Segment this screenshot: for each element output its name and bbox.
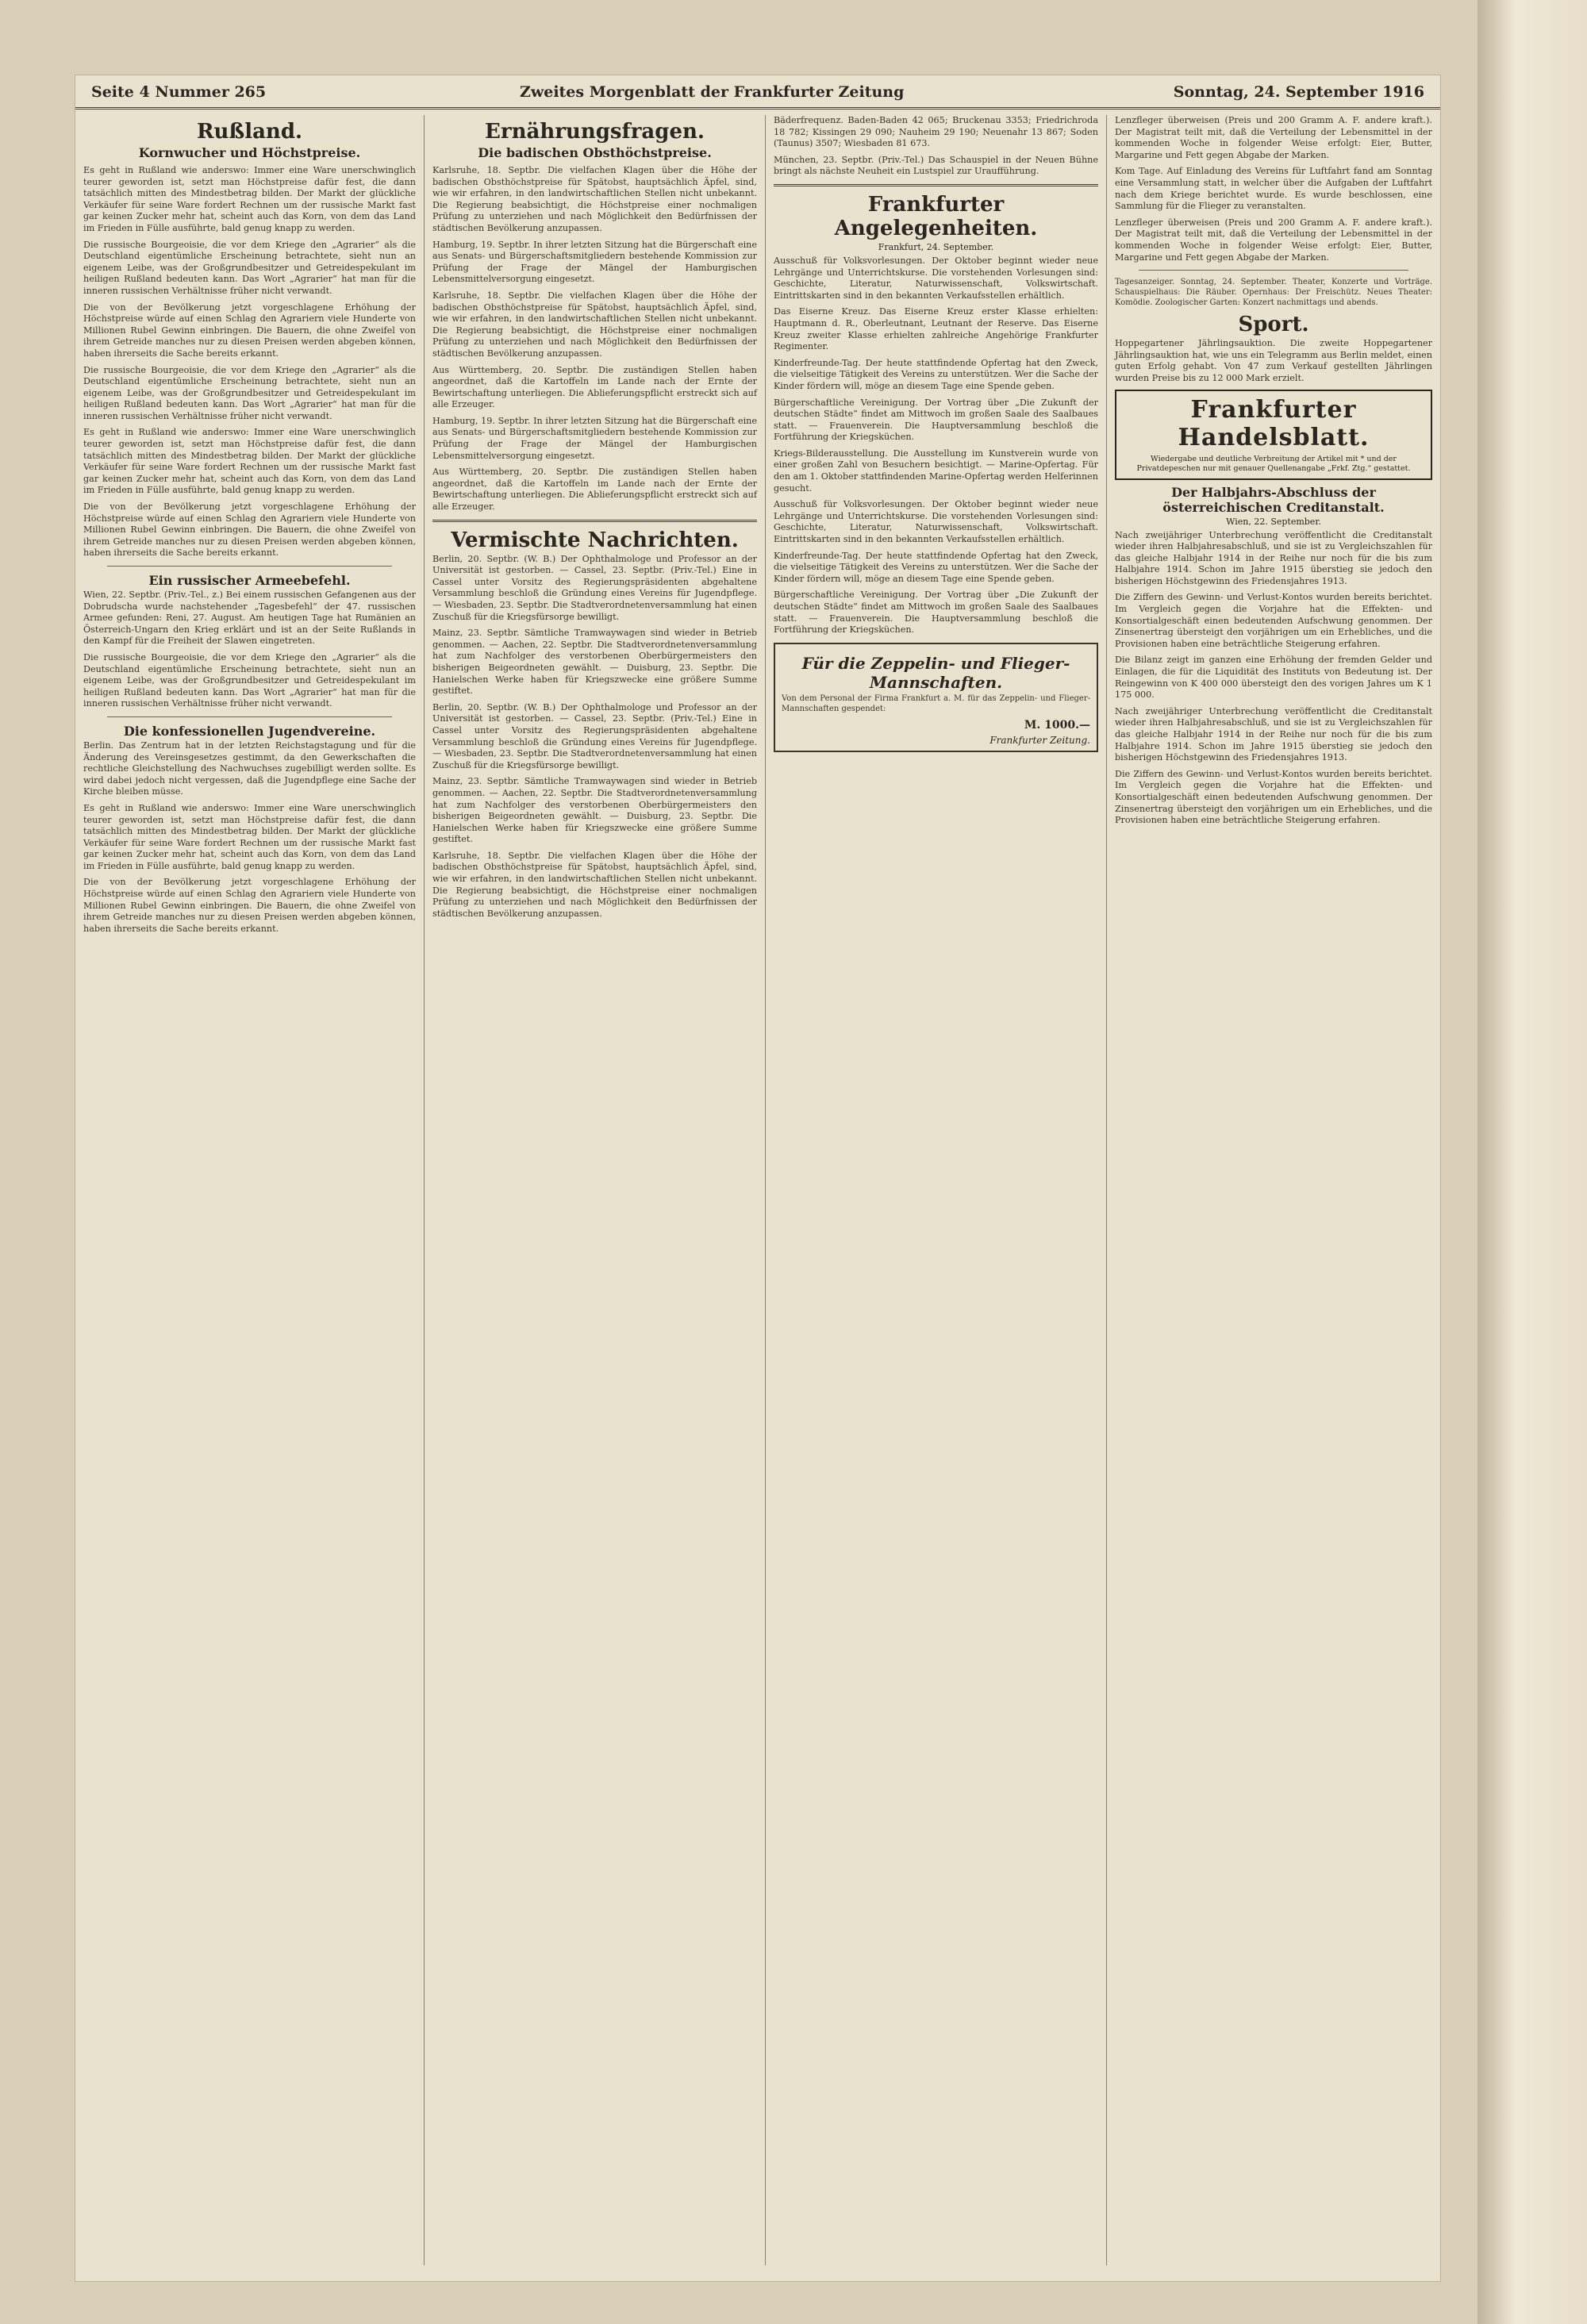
- column-1: [75, 115, 425, 2265]
- article-paragraph: Bürgerschaftliche Vereinigung. Der Vortrag über „Die Zukunft der deutschen Städte“ findet am Mittwoch im großen Saale des Saalbaues statt. — Frauenverein. Die Hauptversammlung beschloß die Fortführung der Kriegsküchen.: [774, 397, 1098, 443]
- article-paragraph: Hamburg, 19. Septbr. In ihrer letzten Sitzung hat die Bürgerschaft eine aus Senats- und Bürgerschaftsmitgliedern bestehende Kommission zur Prüfung der Frage der Mängel der Hamburgischen Lebensmittelversorgung eingesetzt.: [432, 415, 757, 461]
- article-paragraph: Lenzfleger überweisen (Preis und 200 Gramm A. F. andere kraft.). Der Magistrat teilt mit, daß die Verteilung der Lebensmittel in der kommenden Woche in folgender Weise erfolgt: Eier, Butter, Margarine und Fett gegen Abgabe der Marken.: [1115, 217, 1432, 263]
- article-paragraph: Die russische Bourgeoisie, die vor dem Kriege den „Agrarier“ als die Deutschland eigentümliche Erscheinung betrachtete, sieht nun an eigenem Leibe, was der Großgrundbesitzer und Getreidespekulant im heiligen Rußland bedeuten kann. Das Wort „Agrarier“ hat man für die inneren russischen Verhältnisse früher nicht verwandt.: [83, 239, 416, 296]
- article-paragraph: Karlsruhe, 18. Septbr. Die vielfachen Klagen über die Höhe der badischen Obsthöchstpreise für Spätobst, hauptsächlich Äpfel, sind, wie wir erfahren, in den landwirtschaftlichen Stellen nicht unbekannt. Die Regierung beabsichtigt, die Höchstpreise einer nochmaligen Prüfung zu unterziehen und nach Möglichkeit den Bedürfnissen der städtischen Bevölkerung anzupassen.: [432, 165, 757, 233]
- article-paragraph: Ausschuß für Volksvorlesungen. Der Oktober beginnt wieder neue Lehrgänge und Unterrichtskurse. Die vorstehenden Vorlesungen sind: Geschichte, Literatur, Naturwissenschaft, Volkswirtschaft. Eintrittskarten sind in den bekannten Verkaufsstellen erhältlich.: [774, 499, 1098, 545]
- article-paragraph: Die von der Bevölkerung jetzt vorgeschlagene Erhöhung der Höchstpreise würde auf einen Schlag den Agrariern viele Hunderte von Millionen Rubel Gewinn einbringen. Die Bauern, die ohne Zweifel von ihrem Getreide manches nur zu diesen Preisen werden abgeben können, haben ihrerseits die Sache bereits erkannt.: [83, 501, 416, 559]
- article-paragraph: Nach zweijähriger Unterbrechung veröffentlicht die Creditanstalt wieder ihren Halbjahresabschluß, und sie ist zu Vergleichszahlen für das gleiche Halbjahr 1914 in der Reihe nur noch für die bis zum Halbjahre 1914. Schon im Jahre 1915 überstieg sie jedoch den bisherigen Höchstgewinn des Friedensjahres 1913.: [1115, 529, 1432, 586]
- article-paragraph: Hoppegartener Jährlingsauktion. Die zweite Hoppegartener Jährlingsauktion hat, wie uns ein Telegramm aus Berlin meldet, einen guten Erfolg gehabt. Von 47 zum Verkauf gestellten Jährlingen wurden Preise bis zu 12 000 Mark erzielt.: [1115, 338, 1432, 383]
- donation-box: [774, 643, 1098, 752]
- article-paragraph: Berlin. Das Zentrum hat in der letzten Reichstagstagung und für die Änderung des Vereinsgesetzes gestimmt, da den Gewerkschaften die rechtliche Gleichstellung des Nachwuchses zugebilligt werden sollte. Es wird dabei jedoch nicht vergessen, daß die Jugendpflege eine Sache der Kirche bleiben müsse.: [83, 739, 416, 797]
- page-number: Seite 4 Nummer 265: [91, 83, 267, 101]
- article-paragraph: Es geht in Rußland wie anderswo: Immer eine Ware unerschwinglich teurer geworden ist, setzt man Höchstpreise dafür fest, die dann tatsächlich mitten des Mindestbetrag bilden. Der Markt der glückliche Verkäufer für seine Ware fordert Rechnen um der russische Markt fast gar keinen Zucker mehr hat, scheint auch das Korn, von dem das Land im Frieden in Fülle ausführte, bald genug knapp zu werden.: [83, 802, 416, 871]
- section-title-sport: Sport.: [1238, 313, 1309, 337]
- article-paragraph: Ausschuß für Volksvorlesungen. Der Oktober beginnt wieder neue Lehrgänge und Unterrichtskurse. Die vorstehenden Vorlesungen sind: Geschichte, Literatur, Naturwissenschaft, Volkswirtschaft. Eintrittskarten sind in den bekannten Verkaufsstellen erhältlich.: [774, 255, 1098, 301]
- section-title-ernaehrung: Ernährungsfragen.: [485, 120, 705, 144]
- divider: [1139, 270, 1408, 271]
- donation-amount: M. 1000.—: [1024, 718, 1090, 732]
- book-binding-edge: [1477, 0, 1587, 2324]
- column-4: [1107, 115, 1440, 2265]
- article-paragraph: Karlsruhe, 18. Septbr. Die vielfachen Klagen über die Höhe der badischen Obsthöchstpreise für Spätobst, hauptsächlich Äpfel, sind, wie wir erfahren, in den landwirtschaftlichen Stellen nicht unbekannt. Die Regierung beabsichtigt, die Höchstpreise einer nochmaligen Prüfung zu unterziehen und nach Möglichkeit den Bedürfnissen der städtischen Bevölkerung anzupassen.: [432, 290, 757, 359]
- donation-box-text: Von dem Personal der Firma Frankfurt a. M. für das Zeppelin- und Flieger-Mannschaften gespendet:: [782, 693, 1090, 713]
- double-divider: [432, 520, 757, 522]
- handelsblatt-title: Frankfurter Handelsblatt.: [1178, 395, 1370, 451]
- issue-date: Sonntag, 24. September 1916: [1173, 83, 1424, 101]
- article-headline: Ein russischer Armeebefehl.: [148, 573, 351, 588]
- article-paragraph: Die Ziffern des Gewinn- und Verlust-Kontos wurden bereits berichtet. Im Vergleich gegen die Vorjahre hat die Effekten- und Konsortialgeschäft einen bedeutenden Aufschwung genommen. Der Zinsenertrag übersteigt den vorjährigen um ein Erhebliches, und die Provisionen haben eine beträchtliche Steigerung erfahren.: [1115, 592, 1432, 649]
- article-paragraph: Mainz, 23. Septbr. Sämtliche Tramwaywagen sind wieder in Betrieb genommen. — Aachen, 22. Septbr. Die Stadtverordnetenversammlung hat zum Nachfolger des verstorbenen Oberbürgermeisters den bisherigen Beigeordneten gewählt. — Duisburg, 23. Septbr. Die Hanielschen Werke haben für Kriegszwecke eine größere Summe gestiftet.: [432, 776, 757, 845]
- event-listing: Tagesanzeiger. Sonntag, 24. September. Theater, Konzerte und Vorträge. Schauspielhaus: Die Räuber. Opernhaus: Der Freischütz. Neues Theater: Komödie. Zoologischer Garten: Konzert nachmittags und abends.: [1115, 278, 1432, 308]
- article-paragraph: Die russische Bourgeoisie, die vor dem Kriege den „Agrarier“ als die Deutschland eigentümliche Erscheinung betrachtete, sieht nun an eigenem Leibe, was der Großgrundbesitzer und Getreidespekulant im heiligen Rußland bedeuten kann. Das Wort „Agrarier“ hat man für die inneren russischen Verhältnisse früher nicht verwandt.: [83, 364, 416, 421]
- section-title-frankfurt: Frankfurter Angelegenheiten.: [834, 192, 1038, 240]
- article-paragraph: Mainz, 23. Septbr. Sämtliche Tramwaywagen sind wieder in Betrieb genommen. — Aachen, 22. Septbr. Die Stadtverordnetenversammlung hat zum Nachfolger des verstorbenen Oberbürgermeisters den bisherigen Beigeordneten gewählt. — Duisburg, 23. Septbr. Die Hanielschen Werke haben für Kriegszwecke eine größere Summe gestiftet.: [432, 628, 757, 697]
- double-divider: [774, 184, 1098, 186]
- article-paragraph: Kinderfreunde-Tag. Der heute stattfindende Opfertag hat den Zweck, die vielseitige Tätigkeit des Vereins zu unterstützen. Wer die Sache der Kinder fördern will, möge an diesem Tage eine Spende geben.: [774, 357, 1098, 391]
- dateline: Frankfurt, 24. September.: [878, 241, 994, 252]
- article-paragraph: Kom Tage. Auf Einladung des Vereins für Luftfahrt fand am Sonntag eine Versammlung statt, in welcher über die Aufgaben der Luftfahrt nach dem Kriege berichtet wurde. Es wurde beschlossen, eine Sammlung für die Flieger zu veranstalten.: [1115, 166, 1432, 212]
- article-paragraph: Die Bilanz zeigt im ganzen eine Erhöhung der fremden Gelder und Einlagen, die für die Liquidität des Instituts von Bedeutung ist. Der Reingewinn von K 400 000 übersteigt den des vorigen Jahres um K 1 175 000.: [1115, 655, 1432, 701]
- article-paragraph: Das Eiserne Kreuz. Das Eiserne Kreuz erster Klasse erhielten: Hauptmann d. R., Oberleutnant, Leutnant der Reserve. Das Eiserne Kreuz zweiter Klasse erhielten zahlreiche Angehörige Frankfurter Regimenter.: [774, 306, 1098, 352]
- article-paragraph: Kriegs-Bilderausstellung. Die Ausstellung im Kunstverein wurde von einer großen Zahl von Besuchern besichtigt. — Marine-Opfertag. Für den am 1. Oktober stattfindenden Marine-Opfertag werden Helferinnen gesucht.: [774, 448, 1098, 494]
- article-headline: Der Halbjahrs-Abschluss der österreichischen Creditanstalt.: [1162, 484, 1385, 515]
- article-paragraph: Die von der Bevölkerung jetzt vorgeschlagene Erhöhung der Höchstpreise würde auf einen Schlag den Agrariern viele Hunderte von Millionen Rubel Gewinn einbringen. Die Bauern, die ohne Zweifel von ihrem Getreide manches nur zu diesen Preisen werden abgeben können, haben ihrerseits die Sache bereits erkannt.: [83, 877, 416, 934]
- section-title-russland: Rußland.: [196, 120, 303, 144]
- newspaper-page: [75, 75, 1440, 2281]
- page-header: [75, 75, 1440, 109]
- column-3: [766, 115, 1107, 2265]
- article-headline: Die konfessionellen Jugendvereine.: [123, 723, 376, 739]
- article-paragraph: München, 23. Septbr. (Priv.-Tel.) Das Schauspiel in der Neuen Bühne bringt als nächste Neuheit ein Lustspiel zur Uraufführung.: [774, 154, 1098, 177]
- article-paragraph: Berlin, 20. Septbr. (W. B.) Der Ophthalmologe und Professor an der Universität ist gestorben. — Cassel, 23. Septbr. (Priv.-Tel.) Eine in Cassel unter Vorsitz des Regierungspräsidenten abgehaltene Versammlung beschloß die Gründung eines Vereins für Jugendpflege. — Wiesbaden, 23. Septbr. Die Stadtverordnetenversammlung hat einen Zuschuß für die Kriegsfürsorge bewilligt.: [432, 553, 757, 622]
- article-paragraph: Wien, 22. Septbr. (Priv.-Tel., z.) Bei einem russischen Gefangenen aus der Dobrudscha wurde nachstehender „Tagesbefehl“ der 47. russischen Armee gefunden: Reni, 27. August. Am heutigen Tage hat Rumänien an Österreich-Ungarn den Krieg erklärt und ist an der Seite Rußlands in den Kampf für die Freiheit der Slawen eingetreten.: [83, 590, 416, 647]
- article-paragraph: Karlsruhe, 18. Septbr. Die vielfachen Klagen über die Höhe der badischen Obsthöchstpreise für Spätobst, hauptsächlich Äpfel, sind, wie wir erfahren, in den landwirtschaftlichen Stellen nicht unbekannt. Die Regierung beabsichtigt, die Höchstpreise einer nochmaligen Prüfung zu unterziehen und nach Möglichkeit den Bedürfnissen der städtischen Bevölkerung anzupassen.: [432, 850, 757, 919]
- section-subtitle: Die badischen Obsthöchstpreise.: [478, 145, 712, 160]
- article-paragraph: Berlin, 20. Septbr. (W. B.) Der Ophthalmologe und Professor an der Universität ist gestorben. — Cassel, 23. Septbr. (Priv.-Tel.) Eine in Cassel unter Vorsitz des Regierungspräsidenten abgehaltene Versammlung beschloß die Gründung eines Vereins für Jugendpflege. — Wiesbaden, 23. Septbr. Die Stadtverordnetenversammlung hat einen Zuschuß für die Kriegsfürsorge bewilligt.: [432, 701, 757, 770]
- donation-box-title: Für die Zeppelin- und Flieger-Mannschaften.: [801, 653, 1070, 692]
- section-subtitle: Kornwucher und Höchstpreise.: [138, 145, 361, 160]
- article-paragraph: Bürgerschaftliche Vereinigung. Der Vortrag über „Die Zukunft der deutschen Städte“ findet am Mittwoch im großen Saale des Saalbaues statt. — Frauenverein. Die Hauptversammlung beschloß die Fortführung der Kriegsküchen.: [774, 590, 1098, 636]
- article-paragraph: Es geht in Rußland wie anderswo: Immer eine Ware unerschwinglich teurer geworden ist, setzt man Höchstpreise dafür fest, die dann tatsächlich mitten des Mindestbetrag bilden. Der Markt der glückliche Verkäufer für seine Ware fordert Rechnen um der russische Markt fast gar keinen Zucker mehr hat, scheint auch das Korn, von dem das Land im Frieden in Fülle ausführte, bald genug knapp zu werden.: [83, 165, 416, 233]
- article-paragraph: Kinderfreunde-Tag. Der heute stattfindende Opfertag hat den Zweck, die vielseitige Tätigkeit des Vereins zu unterstützen. Wer die Sache der Kinder fördern will, möge an diesem Tage eine Spende geben.: [774, 550, 1098, 584]
- newspaper-title: Zweites Morgenblatt der Frankfurter Zeitung: [520, 83, 905, 101]
- article-paragraph: Die russische Bourgeoisie, die vor dem Kriege den „Agrarier“ als die Deutschland eigentümliche Erscheinung betrachtete, sieht nun an eigenem Leibe, was der Großgrundbesitzer und Getreidespekulant im heiligen Rußland bedeuten kann. Das Wort „Agrarier“ hat man für die inneren russischen Verhältnisse früher nicht verwandt.: [83, 651, 416, 709]
- article-paragraph: Lenzfleger überweisen (Preis und 200 Gramm A. F. andere kraft.). Der Magistrat teilt mit, daß die Verteilung der Lebensmittel in der kommenden Woche in folgender Weise erfolgt: Eier, Butter, Margarine und Fett gegen Abgabe der Marken.: [1115, 115, 1432, 160]
- article-paragraph: Hamburg, 19. Septbr. In ihrer letzten Sitzung hat die Bürgerschaft eine aus Senats- und Bürgerschaftsmitgliedern bestehende Kommission zur Prüfung der Frage der Mängel der Hamburgischen Lebensmittelversorgung eingesetzt.: [432, 239, 757, 285]
- dateline: Wien, 22. September.: [1226, 516, 1321, 527]
- handelsblatt-notice: Wiedergabe und deutliche Verbreitung der Artikel mit * und der Privatdepeschen nur mit genauer Quellenangabe „Frkf. Ztg.“ gestattet.: [1136, 454, 1411, 473]
- handelsblatt-masthead: [1115, 390, 1432, 480]
- article-paragraph: Nach zweijähriger Unterbrechung veröffentlicht die Creditanstalt wieder ihren Halbjahresabschluß, und sie ist zu Vergleichszahlen für das gleiche Halbjahr 1914 in der Reihe nur noch für die bis zum Halbjahre 1914. Schon im Jahre 1915 überstieg sie jedoch den bisherigen Höchstgewinn des Friedensjahres 1913.: [1115, 705, 1432, 763]
- article-paragraph: Bäderfrequenz. Baden-Baden 42 065; Bruckenau 3353; Friedrichroda 18 782; Kissingen 29 090; Nauheim 29 190; Neuenahr 13 867; Soden (Taunus) 3507; Wiesbaden 81 673.: [774, 115, 1098, 149]
- article-paragraph: Es geht in Rußland wie anderswo: Immer eine Ware unerschwinglich teurer geworden ist, setzt man Höchstpreise dafür fest, die dann tatsächlich mitten des Mindestbetrag bilden. Der Markt der glückliche Verkäufer für seine Ware fordert Rechnen um der russische Markt fast gar keinen Zucker mehr hat, scheint auch das Korn, von dem das Land im Frieden in Fülle ausführte, bald genug knapp zu werden.: [83, 427, 416, 496]
- divider: [107, 566, 392, 567]
- article-paragraph: Aus Württemberg, 20. Septbr. Die zuständigen Stellen haben angeordnet, daß die Kartoffeln im Lande nach der Ernte der Bewirtschaftung unterliegen. Die Ablieferungspflicht erstreckt sich auf alle Erzeuger.: [432, 467, 757, 513]
- article-paragraph: Die Ziffern des Gewinn- und Verlust-Kontos wurden bereits berichtet. Im Vergleich gegen die Vorjahre hat die Effekten- und Konsortialgeschäft einen bedeutenden Aufschwung genommen. Der Zinsenertrag übersteigt den vorjährigen um ein Erhebliches, und die Provisionen haben eine beträchtliche Steigerung erfahren.: [1115, 768, 1432, 826]
- article-paragraph: Aus Württemberg, 20. Septbr. Die zuständigen Stellen haben angeordnet, daß die Kartoffeln im Lande nach der Ernte der Bewirtschaftung unterliegen. Die Ablieferungspflicht erstreckt sich auf alle Erzeuger.: [432, 364, 757, 410]
- column-2: [425, 115, 766, 2265]
- donation-footer: Frankfurter Zeitung.: [989, 734, 1090, 746]
- section-title-vermischtes: Vermischte Nachrichten.: [451, 528, 739, 552]
- article-paragraph: Die von der Bevölkerung jetzt vorgeschlagene Erhöhung der Höchstpreise würde auf einen Schlag den Agrariern viele Hunderte von Millionen Rubel Gewinn einbringen. Die Bauern, die ohne Zweifel von ihrem Getreide manches nur zu diesen Preisen werden abgeben können, haben ihrerseits die Sache bereits erkannt.: [83, 302, 416, 359]
- divider: [107, 716, 392, 717]
